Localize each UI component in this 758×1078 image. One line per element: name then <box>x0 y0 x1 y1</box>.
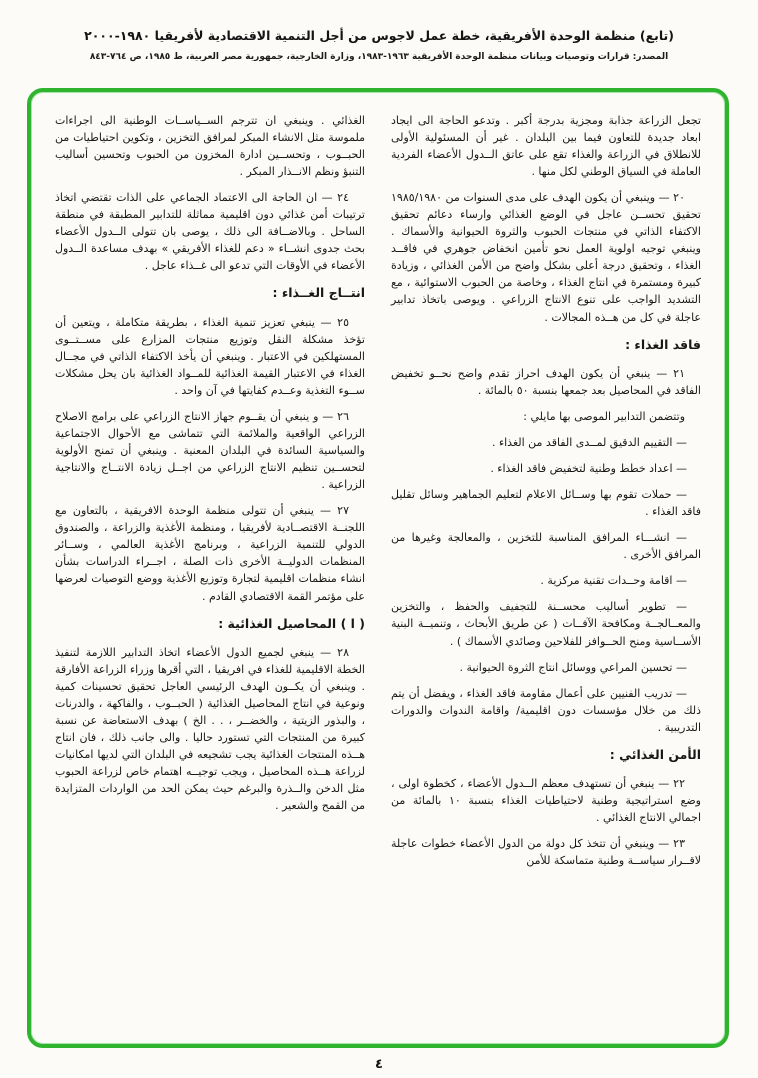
heading-left-6: ( ا ) المحاصيل الغذائية : <box>218 615 365 631</box>
paragraph-right-14: ٢٢ — ينبغي أن تستهدف معظم الــدول الأعضاء ، كخطوة اولى ، وضع استراتيجية وطنية لاحتياطيات الغذاء بنسبة ١٠ بالمائة من اجمالي الانتاج الغذائي . <box>391 777 701 825</box>
page-footer <box>0 1053 758 1072</box>
paragraph-left-7: ٢٨ — ينبغي لجميع الدول الأعضاء اتخاذ التدابير اللازمة لتنفيذ الخطة الاقليمية للغذاء في افريقيا ، التي أقرها وزراء الزراعة الأفارقة . وينبغي أن يكــون الهدف الرئيسي العاجل تحقيق تحسينات كمية ونوعية في انتاج المحاصيل الغذائية ( الحبــوب ، والفاكهة ، والدرنات ، والبذور الزيتية ، والخضــر ، . . الخ ) بهدف الاستعاضة عن نسبة كبيرة من المنتجات التي تستورد حاليا . والى جانب ذلك ، فان انتاج هــذه المنتجات الغذائية يجب تشجيعه في البلدان التي لديها امكانيات لزراعة هــذه المحاصيل ، ويجب توجيــه اهتمام خاص لزراعة الحبوب مثل الدخن والــذرة والبرغم حيث يمكن الحد من الواردات المتزايدة من القمح والشعير . <box>55 645 365 813</box>
heading-right-13: الأمن الغذائي : <box>609 746 701 762</box>
list-item-right-5: — التقييم الدقيق لمــدى الفاقد من الغذاء . <box>491 436 687 450</box>
list-item-right-11: — تحسين المراعي ووسائل انتاج الثروة الحيوانية . <box>459 660 687 674</box>
paragraph-right-1: ٢٠ — وينبغي أن يكون الهدف على مدى السنوات من ١٩٨٥/١٩٨٠ تحقيق تحســن عاجل في الوضع الغذائي وارساء دعائم تحقيق الاكتفاء الذاتي في منتجات الحبوب والثروة الحيوانية والأسماك . وينبغي توجيه اولوية العمل نحو تأمين انخفاض جوهري في فاقــد الغذاء ، وتحقيق درجة أعلى بشكل واضح من الأمن الغذائي ، وزيادة كبيرة ومستمرة في انتاج الغذاء ، وخاصة من الحبوب الاستوائية ، مع التشديد الواجب على تنوع الانتاج الزراعي . ويوصى باتخاذ تدابير عاجلة في كل من هــذه المجالات . <box>391 191 701 324</box>
paragraph-right-3: ٢١ — ينبغي أن يكون الهدف احراز تقدم واضح نحــو تخفيض الفاقد في المحاصيل بعد جمعها بنسبة ٥٠ بالمائة . <box>391 366 701 397</box>
text-columns <box>55 112 701 1030</box>
heading-left-2: انتــاج الغــذاء : <box>272 285 365 301</box>
list-item-right-12: — تدريب الفنيين على أعمال مقاومة فاقد الغذاء ، ويفضل أن يتم ذلك من خلال مؤسسات دون اقليمية/ واقامة الندوات والدورات التدريبية . <box>391 686 701 734</box>
list-item-right-6: — اعداد خطط وطنية لتخفيض فاقد الغذاء . <box>490 462 687 476</box>
document-header <box>55 28 703 62</box>
list-item-right-8: — انشـــاء المرافق المناسبة للتخزين ، والمعالجة وغيرها من المرافق الأخرى . <box>391 531 701 562</box>
document-source-line: المصدر: قرارات وتوصيات وبيانات منظمة الوحدة الأفريقية ١٩٦٣-١٩٨٣، وزارة الخارجية، جمهورية مصر العربية، ط ١٩٨٥، ص ٧٦٤-٨٤٣ <box>89 52 669 62</box>
paragraph-left-5: ٢٧ — ينبغي أن تتولى منظمة الوحدة الافريقية ، بالتعاون مع اللجنــة الاقتصــادية لأفريقيا ، ومنظمة الأغذية والزراعة ، والصندوق الدولي للتنمية الزراعية ، وبرنامج الأغذية العالمي ، وســائر المنظمات الدوليــة الأخرى ذات الصلة ، اجــراء الدراسات بشأن انشاء منظمات اقليمية لتجارة وتوزيع الأغذية ووضع التوصيات لعرضها على مؤتمر القمة الاقتصادي القادم . <box>55 504 365 603</box>
column-left <box>55 112 365 1030</box>
heading-right-2: فاقد الغذاء : <box>625 336 701 352</box>
paragraph-right-0: تجعل الزراعة جذابة ومجزية بدرجة أكبر . وتدعو الحاجة الى ايجاد ابعاد جديدة للتعاون فيما بين البلدان . غير أن المسئولية الأولى للانطلاق في الزراعة والغذاء تقع على عاتق الــدول الأعضاء الفردية العاملة في السياق الوطني لكل منها . <box>391 114 701 179</box>
page-number: ٤ <box>375 1057 383 1072</box>
list-item-right-7: — حملات تقوم بها وســائل الاعلام لتعليم الجماهير وسائل تقليل فاقد الغذاء . <box>391 488 701 519</box>
green-border-frame <box>27 88 729 1048</box>
paragraph-right-4: وتتضمن التدابير الموصى بها مايلي : <box>523 410 685 424</box>
list-item-right-10: — تطوير أساليب محســنة للتجفيف والحفظ ، والتخزين والمعــالجــة ومكافحة الآفــات ( عن طريق الأبحاث ، وتنميــة البنية الأســاسية ومنح الحــوافز للفلاحين وصائدي الأسماك ) . <box>391 600 701 648</box>
paragraph-left-1: ٢٤ — ان الحاجة الى الاعتماد الجماعي على الذات تقتضي اتخاذ ترتيبات أمن غذائي دون اقليمية مماثلة للتدابير المطبقة في منطقة الساحل . وبالاضــافة الى ذلك ، يوصى بان تتولى الــدول الأعضاء بحث جدوى انشــاء « دعم للغذاء الأفريقي » بهدف مساعدة الــدول الأعضاء في الأوقات التي تدعو الى غــذاء عاجل . <box>55 191 365 273</box>
column-right <box>391 112 701 1030</box>
paragraph-left-3: ٢٥ — ينبغي تعزيز تنمية الغذاء ، بطريقة متكاملة ، ويتعين أن تؤخذ مشكلة النقل وتوزيع منتجات المزارع على مســتــوى المستهلكين في الاعتبار . وينبغي أن يأخذ الاكتفاء الذاتي في مجــال الغذاء في الاعتبار القيمة الغذائية للمــواد الغذائية بان يحل مشكلات ســوء التغذية وعــدم كفايتها في آن واحد . <box>55 315 365 397</box>
document-title: (تابع) منظمة الوحدة الأفريقية، خطة عمل لاجوس من أجل التنمية الاقتصادية لأفريقيا ١٩٨٠-٢٠٠٠ <box>84 28 674 43</box>
paragraph-right-15: ٢٣ — وينبغي أن تتخذ كل دولة من الدول الأعضاء خطوات عاجلة لاقــرار سياســة وطنية متماسكة للأمن <box>391 837 701 868</box>
list-item-right-9: — اقامة وحــدات تقنية مركزية . <box>540 574 687 588</box>
paragraph-left-0: الغذائي . وينبغي ان تترجم الســياســات الوطنية الى اجراءات ملموسة مثل الانشاء المبكر لمرافق التخزين ، وتكوين احتياطيات من الحبــوب ، وتحســين ادارة المخزون من الحبوب وتحسين أساليب التنبؤ ونظم الانــذار المبكر . <box>55 114 365 179</box>
paragraph-left-4: ٢٦ — و ينبغي أن يقــوم جهاز الانتاج الزراعي على برامج الاصلاح الزراعي الواقعية والملائمة التي تتماشى مع الأحوال الاجتماعية والسياسية السائدة في البلدان المعنية . وينبغي أن تمنح الأولوية لتحســين تنظيم الانتاج الزراعي من اجــل زيادة الانتــاج والانتاجية الزراعية . <box>55 410 365 492</box>
